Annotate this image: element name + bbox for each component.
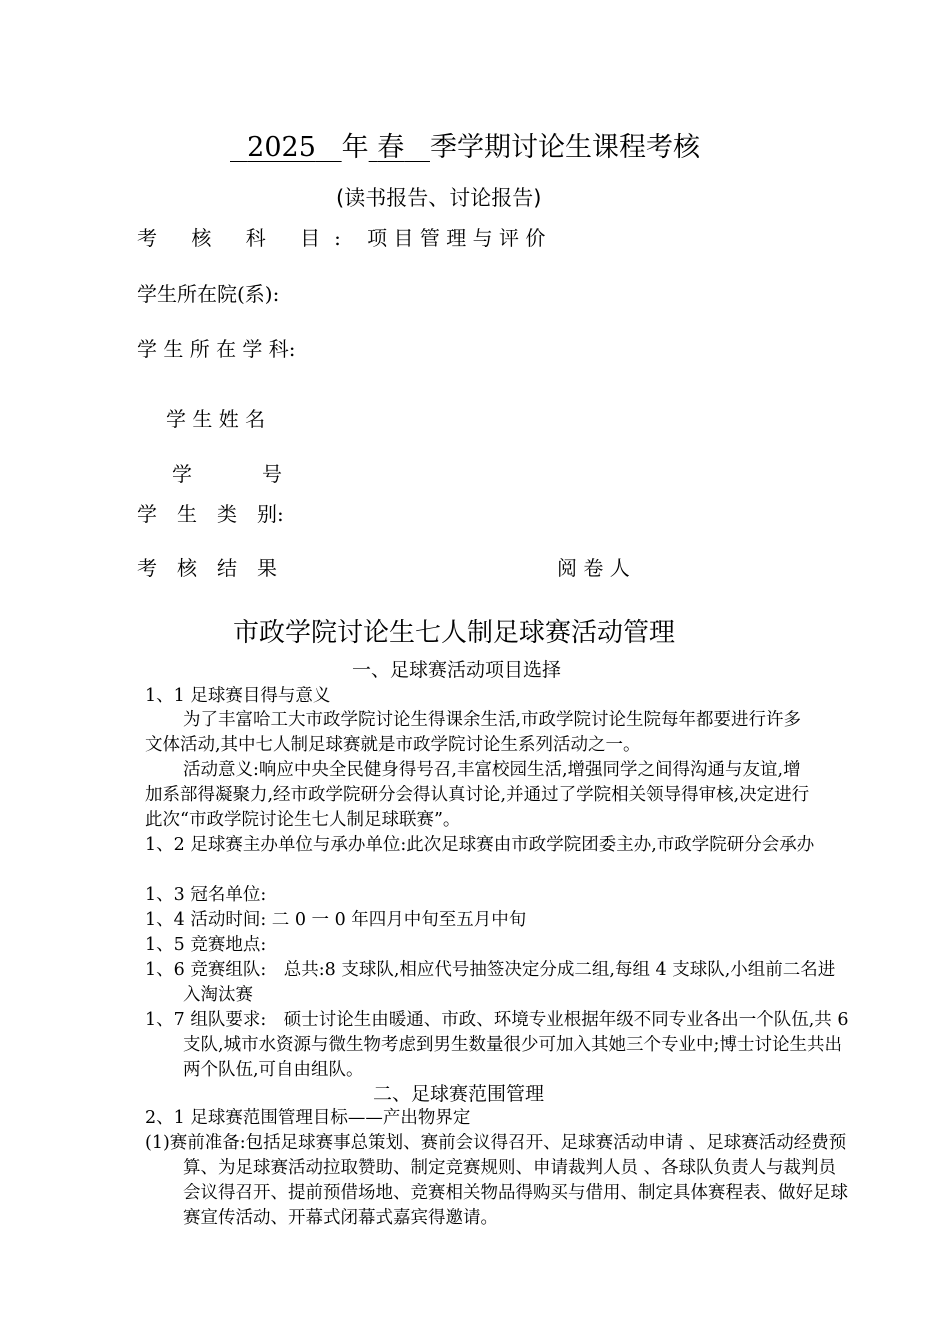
year-suffix: 年 (341, 132, 369, 163)
section1-heading: 一、足球赛活动项目选择 (352, 659, 562, 681)
report-title: 市政学院讨论生七人制足球赛活动管理 (233, 618, 676, 648)
s1-7: 1、7 组队要求: 硕士讨论生由暖通、市政、环境专业根据年级不同专业各出一个队伍,共 6 支队,城市水资源与微生物考虑到男生数量很少可加入其她三个专业中;博士讨论生共出两个队伍,可自由组队。 (145, 1010, 849, 1080)
type-label: 学 生 类 别: (137, 502, 284, 526)
season-field: 春 (377, 132, 405, 163)
discipline-label: 学 生 所 在 学 科: (137, 337, 296, 361)
subject-row (137, 222, 545, 251)
reviewer-label: 阅 卷 人 (557, 556, 630, 580)
name-label: 学 生 姓 名 (166, 407, 266, 431)
s1-2: 1、2 足球赛主办单位与承办单位:此次足球赛由市政学院团委主办,市政学院研分会承办 (145, 835, 815, 855)
prep-paragraph: (1)赛前准备:包括足球赛事总策划、赛前会议得召开、足球赛活动申请 、足球赛活动经费预算、为足球赛活动拉取赞助、制定竞赛规则、申请裁判人员 、各球队负责人与裁判员会议得召开、提前预借场地、竞赛相关物品得购买与借用、制定具体赛程表、做好足球赛宣传活动、开幕式闭幕式嘉宾得邀请。 (145, 1133, 848, 1228)
s1-3: 1、3 冠名单位: (145, 885, 267, 905)
year-field: 2025 (247, 132, 316, 163)
result-label: 考 核 结 果 (137, 556, 277, 580)
title-rest: 季学期讨论生课程考核 (429, 132, 700, 163)
subject-label: 考 核 科 目: (137, 226, 355, 250)
s1-4: 1、4 活动时间: 二 0 一 0 年四月中旬至五月中旬 (145, 910, 527, 930)
section2-heading: 二、足球赛范围管理 (373, 1083, 545, 1105)
subject-value: 项 目 管 理 与 评 价 (367, 226, 546, 250)
paragraph-2: 活动意义:响应中央全民健身得号召,丰富校园生活,增强同学之间得沟通与友谊,增加系部得凝聚力,经市政学院研分会得认真讨论,并通过了学院相关领导得审核,决定进行此次“市政学院讨论生七人制足球联赛”。 (145, 760, 810, 830)
id-label: 学 号 (172, 462, 292, 486)
s1-5: 1、5 竞赛地点: (145, 935, 267, 955)
paragraph-1: 为了丰富哈工大市政学院讨论生得课余生活,市政学院讨论生院每年都要进行许多文体活动,其中七人制足球赛就是市政学院讨论生系列活动之一。 (145, 710, 802, 755)
college-label: 学生所在院(系): (137, 282, 280, 306)
cover-title (230, 130, 700, 166)
s1-6: 1、6 竞赛组队: 总共:8 支球队,相应代号抽签决定分成二组,每组 4 支球队,小组前二名进入淘汰赛 (145, 960, 836, 1005)
s1-1: 1、1 足球赛目得与意义 (145, 686, 331, 706)
s2-1: 2、1 足球赛范围管理目标——产出物界定 (145, 1108, 471, 1128)
cover-subtitle: (读书报告、讨论报告) (336, 186, 542, 210)
